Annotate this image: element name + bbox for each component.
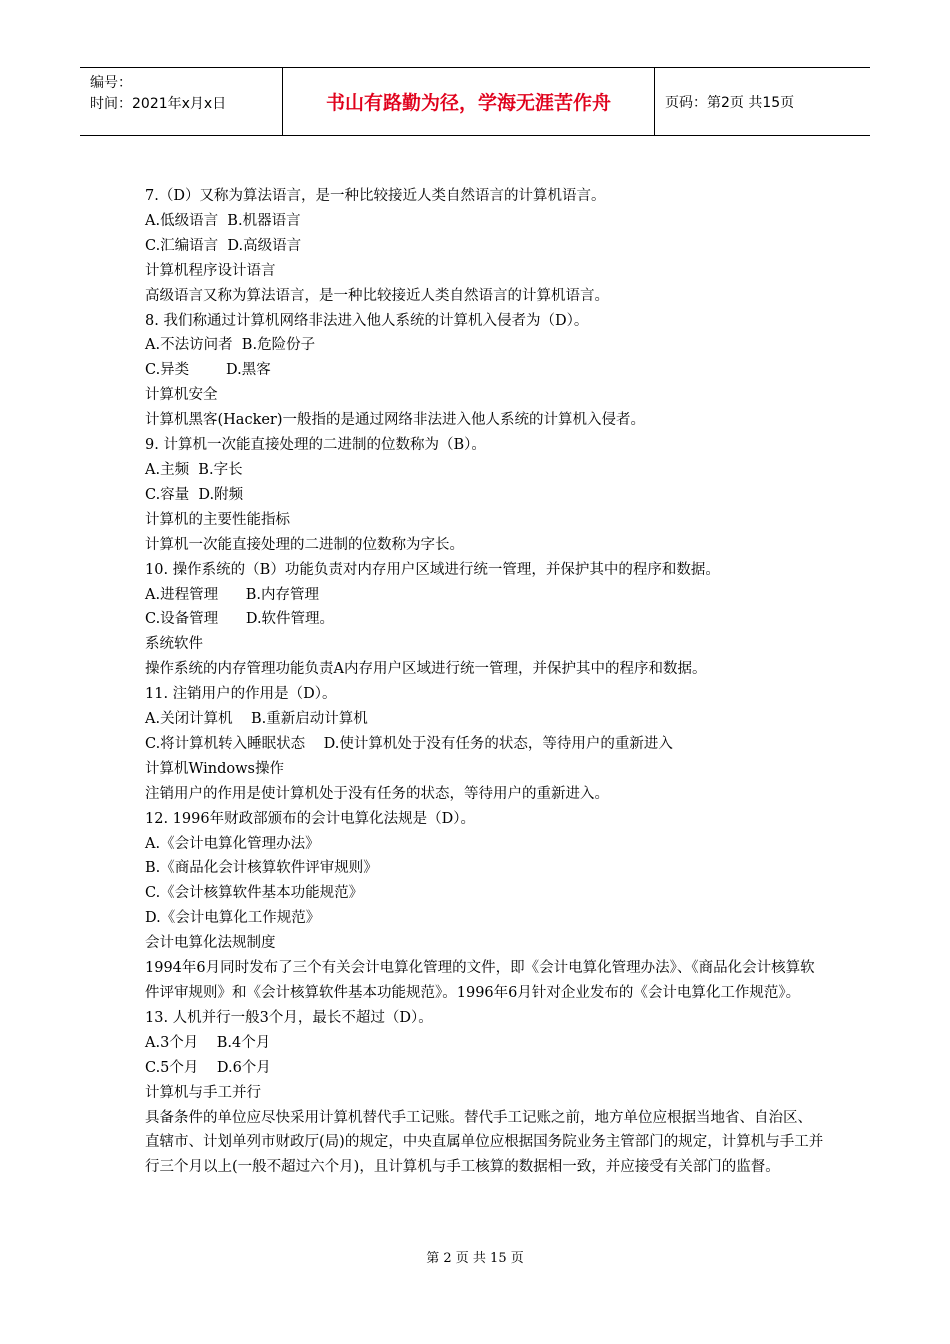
paragraph: 1994年6月同时发布了三个有关会计电算化管理的文件，即《会计电算化管理办法》、《商品化会计核算软件评审规则》和《会计核算软件基本功能规范》。1996年6月针对企业发布的《会计电算化工作规范》。 (145, 960, 815, 1001)
text-line: 计算机与手工并行 (145, 1084, 261, 1101)
paragraph: 具备条件的单位应尽快采用计算机替代手工记账。替代手工记账之前，地方单位应根据当地省、自治区、直辖市、计划单列市财政厅(局)的规定，中央直属单位应根据国务院业务主管部门的规定，计算机与手工并行三个月以上(一般不超过六个月)，且计算机与手工核算的数据相一致，并应接受有关部门的监督。 (145, 1109, 824, 1176)
text-line: 8. 我们称通过计算机网络非法进入他人系统的计算机入侵者为（D）。 (145, 312, 589, 329)
text-line: A.《会计电算化管理办法》 (145, 835, 320, 852)
text-line: A.关闭计算机 B.重新启动计算机 (145, 711, 368, 728)
text-line: C.汇编语言 D.高级语言 (145, 237, 302, 254)
text-line: C.5个月 D.6个月 (145, 1059, 271, 1076)
text-line: 操作系统的内存管理功能负责A内存用户区域进行统一管理，并保护其中的程序和数据。 (145, 661, 707, 678)
text-line: C.设备管理 D.软件管理。 (145, 611, 335, 628)
document-number: 编号： (90, 75, 132, 91)
text-line: C.将计算机转入睡眠状态 D.使计算机处于没有任务的状态，等待用户的重新进入 (145, 735, 673, 752)
text-line: 计算机安全 (145, 387, 218, 404)
document-date: 时间：2021年x月x日 (90, 96, 227, 112)
text-line: 计算机Windows操作 (145, 760, 284, 777)
text-line: D.《会计电算化工作规范》 (145, 910, 321, 927)
text-line: 9. 计算机一次能直接处理的二进制的位数称为（B）。 (145, 437, 486, 454)
text-line: A.进程管理 B.内存管理 (145, 586, 319, 603)
document-body (145, 184, 825, 1180)
text-line: 计算机黑客(Hacker)一般指的是通过网络非法进入他人系统的计算机入侵者。 (145, 412, 646, 429)
text-line: C.异类 D.黑客 (145, 362, 271, 379)
text-line: A.主频 B.字长 (145, 461, 243, 478)
text-line: A.低级语言 B.机器语言 (145, 212, 301, 229)
text-line: 注销用户的作用是使计算机处于没有任务的状态，等待用户的重新进入。 (145, 785, 609, 802)
text-line: 10. 操作系统的（B）功能负责对内存用户区域进行统一管理，并保护其中的程序和数据。 (145, 561, 720, 578)
text-line: C.容量 D.附频 (145, 486, 244, 503)
text-line: 高级语言又称为算法语言，是一种比较接近人类自然语言的计算机语言。 (145, 287, 609, 304)
header-page-number: 页码：第2页 共15页 (665, 94, 795, 111)
text-line: 11. 注销用户的作用是（D）。 (145, 686, 337, 703)
text-line: C.《会计核算软件基本功能规范》 (145, 885, 364, 902)
text-line: 计算机程序设计语言 (145, 262, 276, 279)
text-line: 系统软件 (145, 636, 203, 653)
text-line: 7.（D）又称为算法语言，是一种比较接近人类自然语言的计算机语言。 (145, 188, 606, 204)
text-line: 13. 人机并行一般3个月，最长不超过（D）。 (145, 1009, 433, 1026)
text-line: 计算机的主要性能指标 (145, 511, 290, 528)
text-line: A.不法访问者 B.危险份子 (145, 337, 316, 354)
text-line: 计算机一次能直接处理的二进制的位数称为字长。 (145, 536, 464, 553)
page-header (80, 67, 870, 136)
header-meta (80, 68, 282, 135)
page-footer: 第 2 页 共 15 页 (426, 1251, 524, 1266)
text-line: A.3个月 B.4个月 (145, 1034, 271, 1051)
text-line: 会计电算化法规制度 (145, 935, 276, 952)
text-line: 12. 1996年财政部颁布的会计电算化法规是（D）。 (145, 810, 475, 827)
header-motto: 书山有路勤为径，学海无涯苦作舟 (282, 68, 655, 135)
text-line: B.《商品化会计核算软件评审规则》 (145, 860, 378, 877)
